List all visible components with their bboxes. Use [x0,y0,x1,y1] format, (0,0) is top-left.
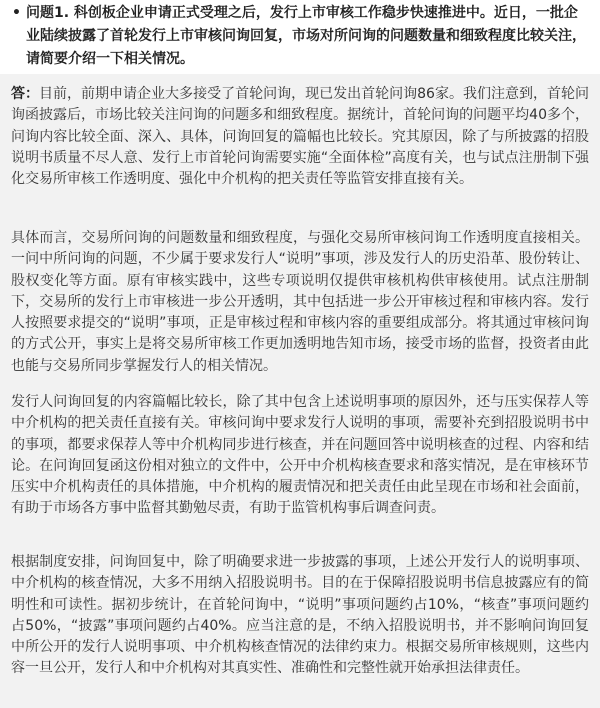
answer-paragraph-2: 具体而言，交易所问询的问题数量和细致程度，与强化交易所审核问询工作透明度直接相关。一问中所问询的问题，不少属于要求发行人“说明”事项，涉及发行人的历史沿革、股份转让、股权变化等方面。原有审核实践中，这些专项说明仅提供审核机构供审核使用。试点注册制下，交易所的发行上市审核进一步公开透明，其中包括进一步公开审核过程和审核内容。发行人按照要求提交的“说明”事项，正是审核过程和审核内容的重要组成部分。将其通过审核问询的方式公开，事实上是将交易所审核工作更加透明地告知市场，接受市场的监督，投资者由此也能与交易所同步掌握发行人的相关情况。 [11,230,589,374]
answer-paragraph-1 [11,84,589,190]
answer-paragraph-1-text: 目前，前期申请企业大多接受了首轮问询，现已发出首轮问询86家。我们注意到，首轮问询函披露后，市场比较关注问询的问题多和细致程度。据统计，首轮问询的问题平均40多个，问询内容比较全面、深入、具体，问询回复的篇幅也比较长。究其原因，除了与所披露的招股说明书质量不尽人意、发行上市首轮问询需要实施“全面体检”高度有关，也与试点注册制下强化交易所审核工作透明度、强化中介机构的把关责任等监管安排直接有关。 [11,86,590,188]
bullet-icon: • [12,5,21,21]
answer-label: 答： [11,86,40,102]
question-item [12,2,590,71]
question-text: 问题1. 科创板企业申请正式受理之后，发行上市审核工作稳步快速推进中。近日，一批企业陆续披露了首轮发行上市审核问询回复，市场对所问询的问题数量和细致程度比较关注，请简要介绍一下相关情况。 [26,5,586,67]
answer-paragraph-3: 发行人问询回复的内容篇幅比较长，除了其中包含上述说明事项的原因外，还与压实保荐人等中介机构的把关责任直接有关。审核问询中要求发行人说明的事项，需要补充到招股说明书中的事项，都要求保荐人等中介机构同步进行核查，并在问题回答中说明核查的过程、内容和结论。在问询回复函这份相对独立的文件中，公开中介机构核查要求和落实情况，是在审核环节压实中介机构责任的具体措施，中介机构的履责情况和把关责任由此呈现在市场和社会面前，有助于市场各方事中监督其勤勉尽责，有助于监管机构事后调查问责。 [11,394,589,517]
answer-paragraph-4: 根据制度安排，问询回复中，除了明确要求进一步披露的事项，上述公开发行人的说明事项、中介机构的核查情况，大多不用纳入招股说明书。目的在于保障招股说明书信息披露应有的简明性和可读性。据初步统计，在首轮问询中，“说明”事项问题约占10%，“核查”事项问题约占50%，“披露”事项问题约占40%。应当注意的是，不纳入招股说明书，并不影响问询回复中所公开的发行人说明事项、中介机构核查情况的法律约束力。根据交易所审核规则，这些内容一旦公开，发行人和中介机构对其真实性、准确性和完整性就开始承担法律责任。 [11,554,589,677]
